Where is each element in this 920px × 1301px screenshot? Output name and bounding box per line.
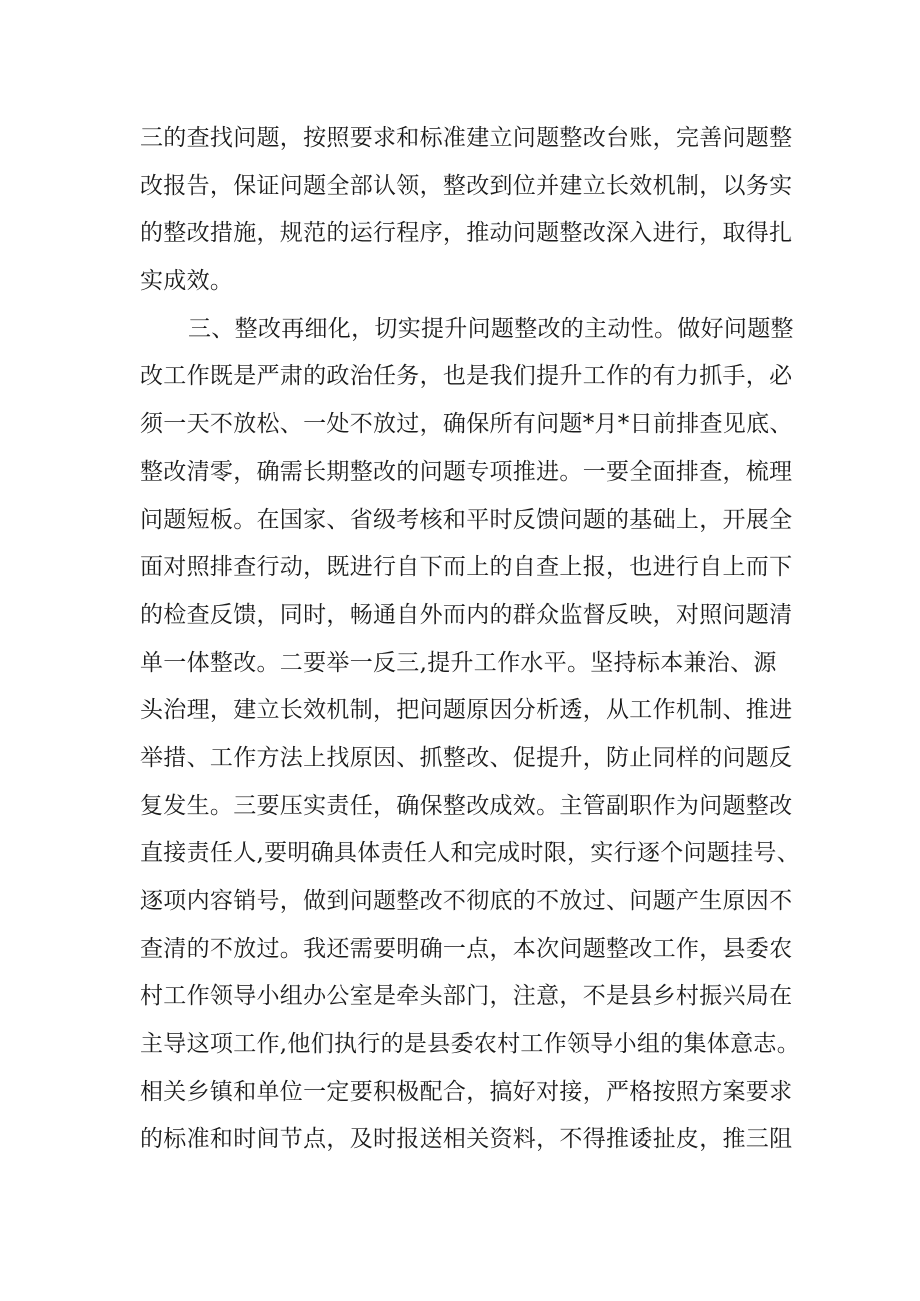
text-line: 举措、工作方法上找原因、抓整改、促提升，防止同样的问题反 <box>140 744 793 771</box>
text-line: 单一体整改。二要举一反三,提升工作水平。坚持标本兼治、源 <box>140 649 777 676</box>
document-body <box>140 115 801 1164</box>
text-line: 三的查找问题，按照要求和标准建立问题整改台账，完善问题整 <box>140 125 793 151</box>
text-line: 主导这项工作,他们执行的是县委农村工作领导小组的集体意志。 <box>140 1031 801 1058</box>
text-line: 面对照排查行动，既进行自下而上的自查上报，也进行自上而下 <box>140 554 793 581</box>
text-line: 的检查反馈，同时，畅通自外而内的群众监督反映，对照问题清 <box>140 601 793 628</box>
text-line: 头治理，建立长效机制，把问题原因分析透，从工作机制、推进 <box>140 697 793 724</box>
text-line: 问题短板。在国家、省级考核和平时反馈问题的基础上，开展全 <box>140 506 793 533</box>
text-line: 相关乡镇和单位一定要积极配合，搞好对接，严格按照方案要求 <box>140 1078 793 1105</box>
paragraph-three-first-line: 三、整改再细化，切实提升问题整改的主动性。做好问题整 <box>188 315 794 342</box>
text-line: 查清的不放过。我还需要明确一点，本次问题整改工作，县委农 <box>140 935 793 962</box>
text-line: 的标准和时间节点，及时报送相关资料，不得推诿扯皮，推三阻 <box>140 1126 793 1153</box>
text-line: 改工作既是严肃的政治任务，也是我们提升工作的有力抓手，必 <box>140 363 793 390</box>
text-line: 的整改措施，规范的运行程序，推动问题整改深入进行，取得扎 <box>140 220 793 247</box>
text-line: 复发生。三要压实责任，确保整改成效。主管副职作为问题整改 <box>140 792 793 819</box>
paragraph-continued <box>140 115 793 306</box>
paragraph-three <box>140 306 801 1164</box>
text-line: 直接责任人,要明确具体责任人和完成时限，实行逐个问题挂号、 <box>140 840 801 867</box>
text-line: 须一天不放松、一处不放过，确保所有问题*月*日前排查见底、 <box>140 411 793 438</box>
text-line: 实成效。 <box>140 268 234 295</box>
text-line: 逐项内容销号，做到问题整改不彻底的不放过、问题产生原因不 <box>140 888 793 914</box>
text-line: 整改清零，确需长期整改的问题专项推进。一要全面排查，梳理 <box>140 458 793 485</box>
text-line: 改报告，保证问题全部认领，整改到位并建立长效机制，以务实 <box>140 172 793 199</box>
text-line: 村工作领导小组办公室是牵头部门，注意，不是县乡村振兴局在 <box>140 983 793 1010</box>
